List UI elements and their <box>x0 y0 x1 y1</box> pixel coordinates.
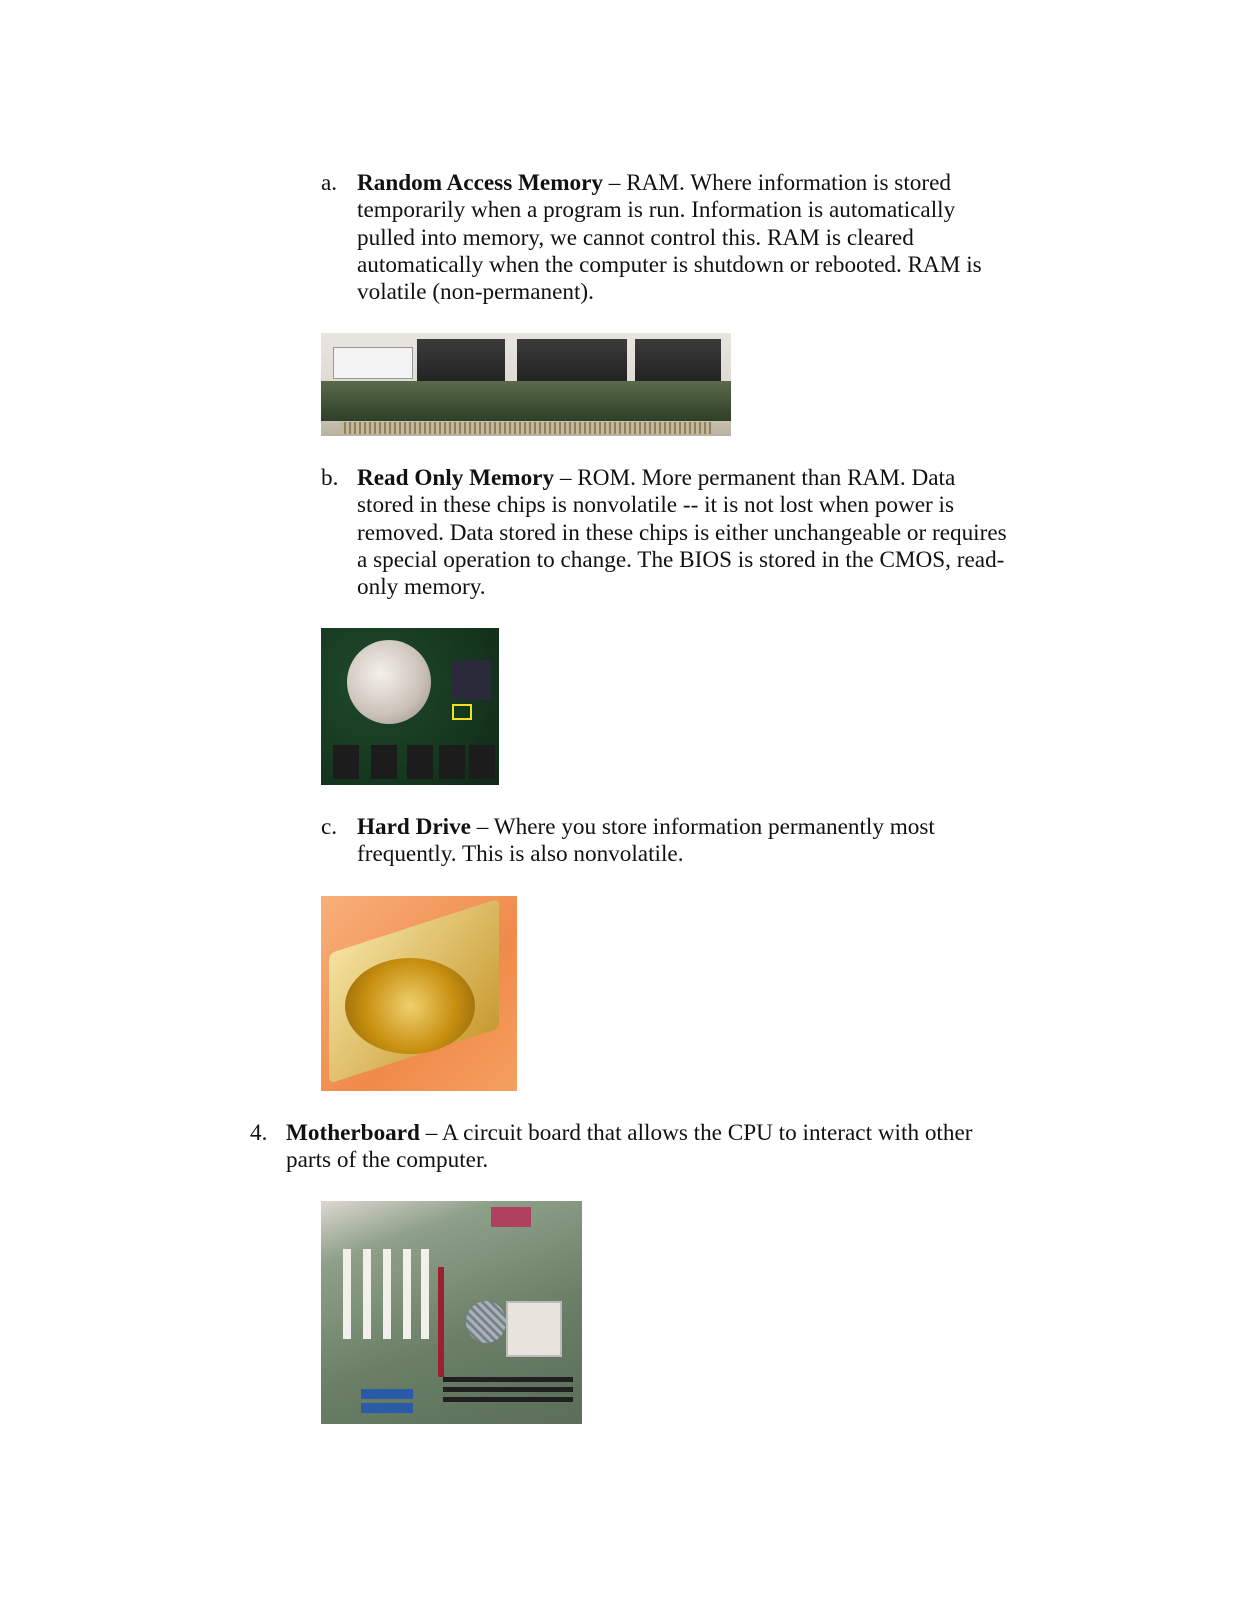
term: Motherboard <box>286 1120 420 1146</box>
text-line: parts of the computer. <box>286 1147 489 1174</box>
item-label: b. <box>321 465 339 491</box>
rom-chip-image <box>321 628 499 785</box>
text-line: a special operation to change. The BIOS is stored in the CMOS, read- <box>357 546 1005 573</box>
text-line: frequently. This is also nonvolatile. <box>357 841 684 868</box>
text-line: – Where you store information permanently most <box>470 814 935 840</box>
text-line: – ROM. More permanent than RAM. Data <box>554 465 956 491</box>
motherboard-image <box>321 1201 582 1424</box>
text-line: stored in these chips is nonvolatile -- it is not lost when power is <box>357 492 954 519</box>
text-line: – A circuit board that allows the CPU to interact with other <box>419 1120 973 1146</box>
item-label: c. <box>321 814 338 840</box>
term: Read Only Memory <box>357 465 555 491</box>
text-line: pulled into memory, we cannot control this. RAM is cleared <box>357 224 914 251</box>
text-line: – RAM. Where information is stored <box>603 170 951 196</box>
text-line: only memory. <box>357 574 486 601</box>
text-line: automatically when the computer is shutdown or rebooted. RAM is <box>357 251 982 278</box>
text-line: temporarily when a program is run. Information is automatically <box>357 197 956 224</box>
ram-module-image <box>321 333 731 436</box>
item-label: 4. <box>250 1120 268 1146</box>
item-label: a. <box>321 170 338 196</box>
term: Random Access Memory <box>357 170 603 196</box>
hard-drive-image <box>321 896 517 1091</box>
text-line: volatile (non-permanent). <box>357 279 594 306</box>
term: Hard Drive <box>357 814 471 840</box>
text-line: removed. Data stored in these chips is either unchangeable or requires <box>357 519 1007 546</box>
